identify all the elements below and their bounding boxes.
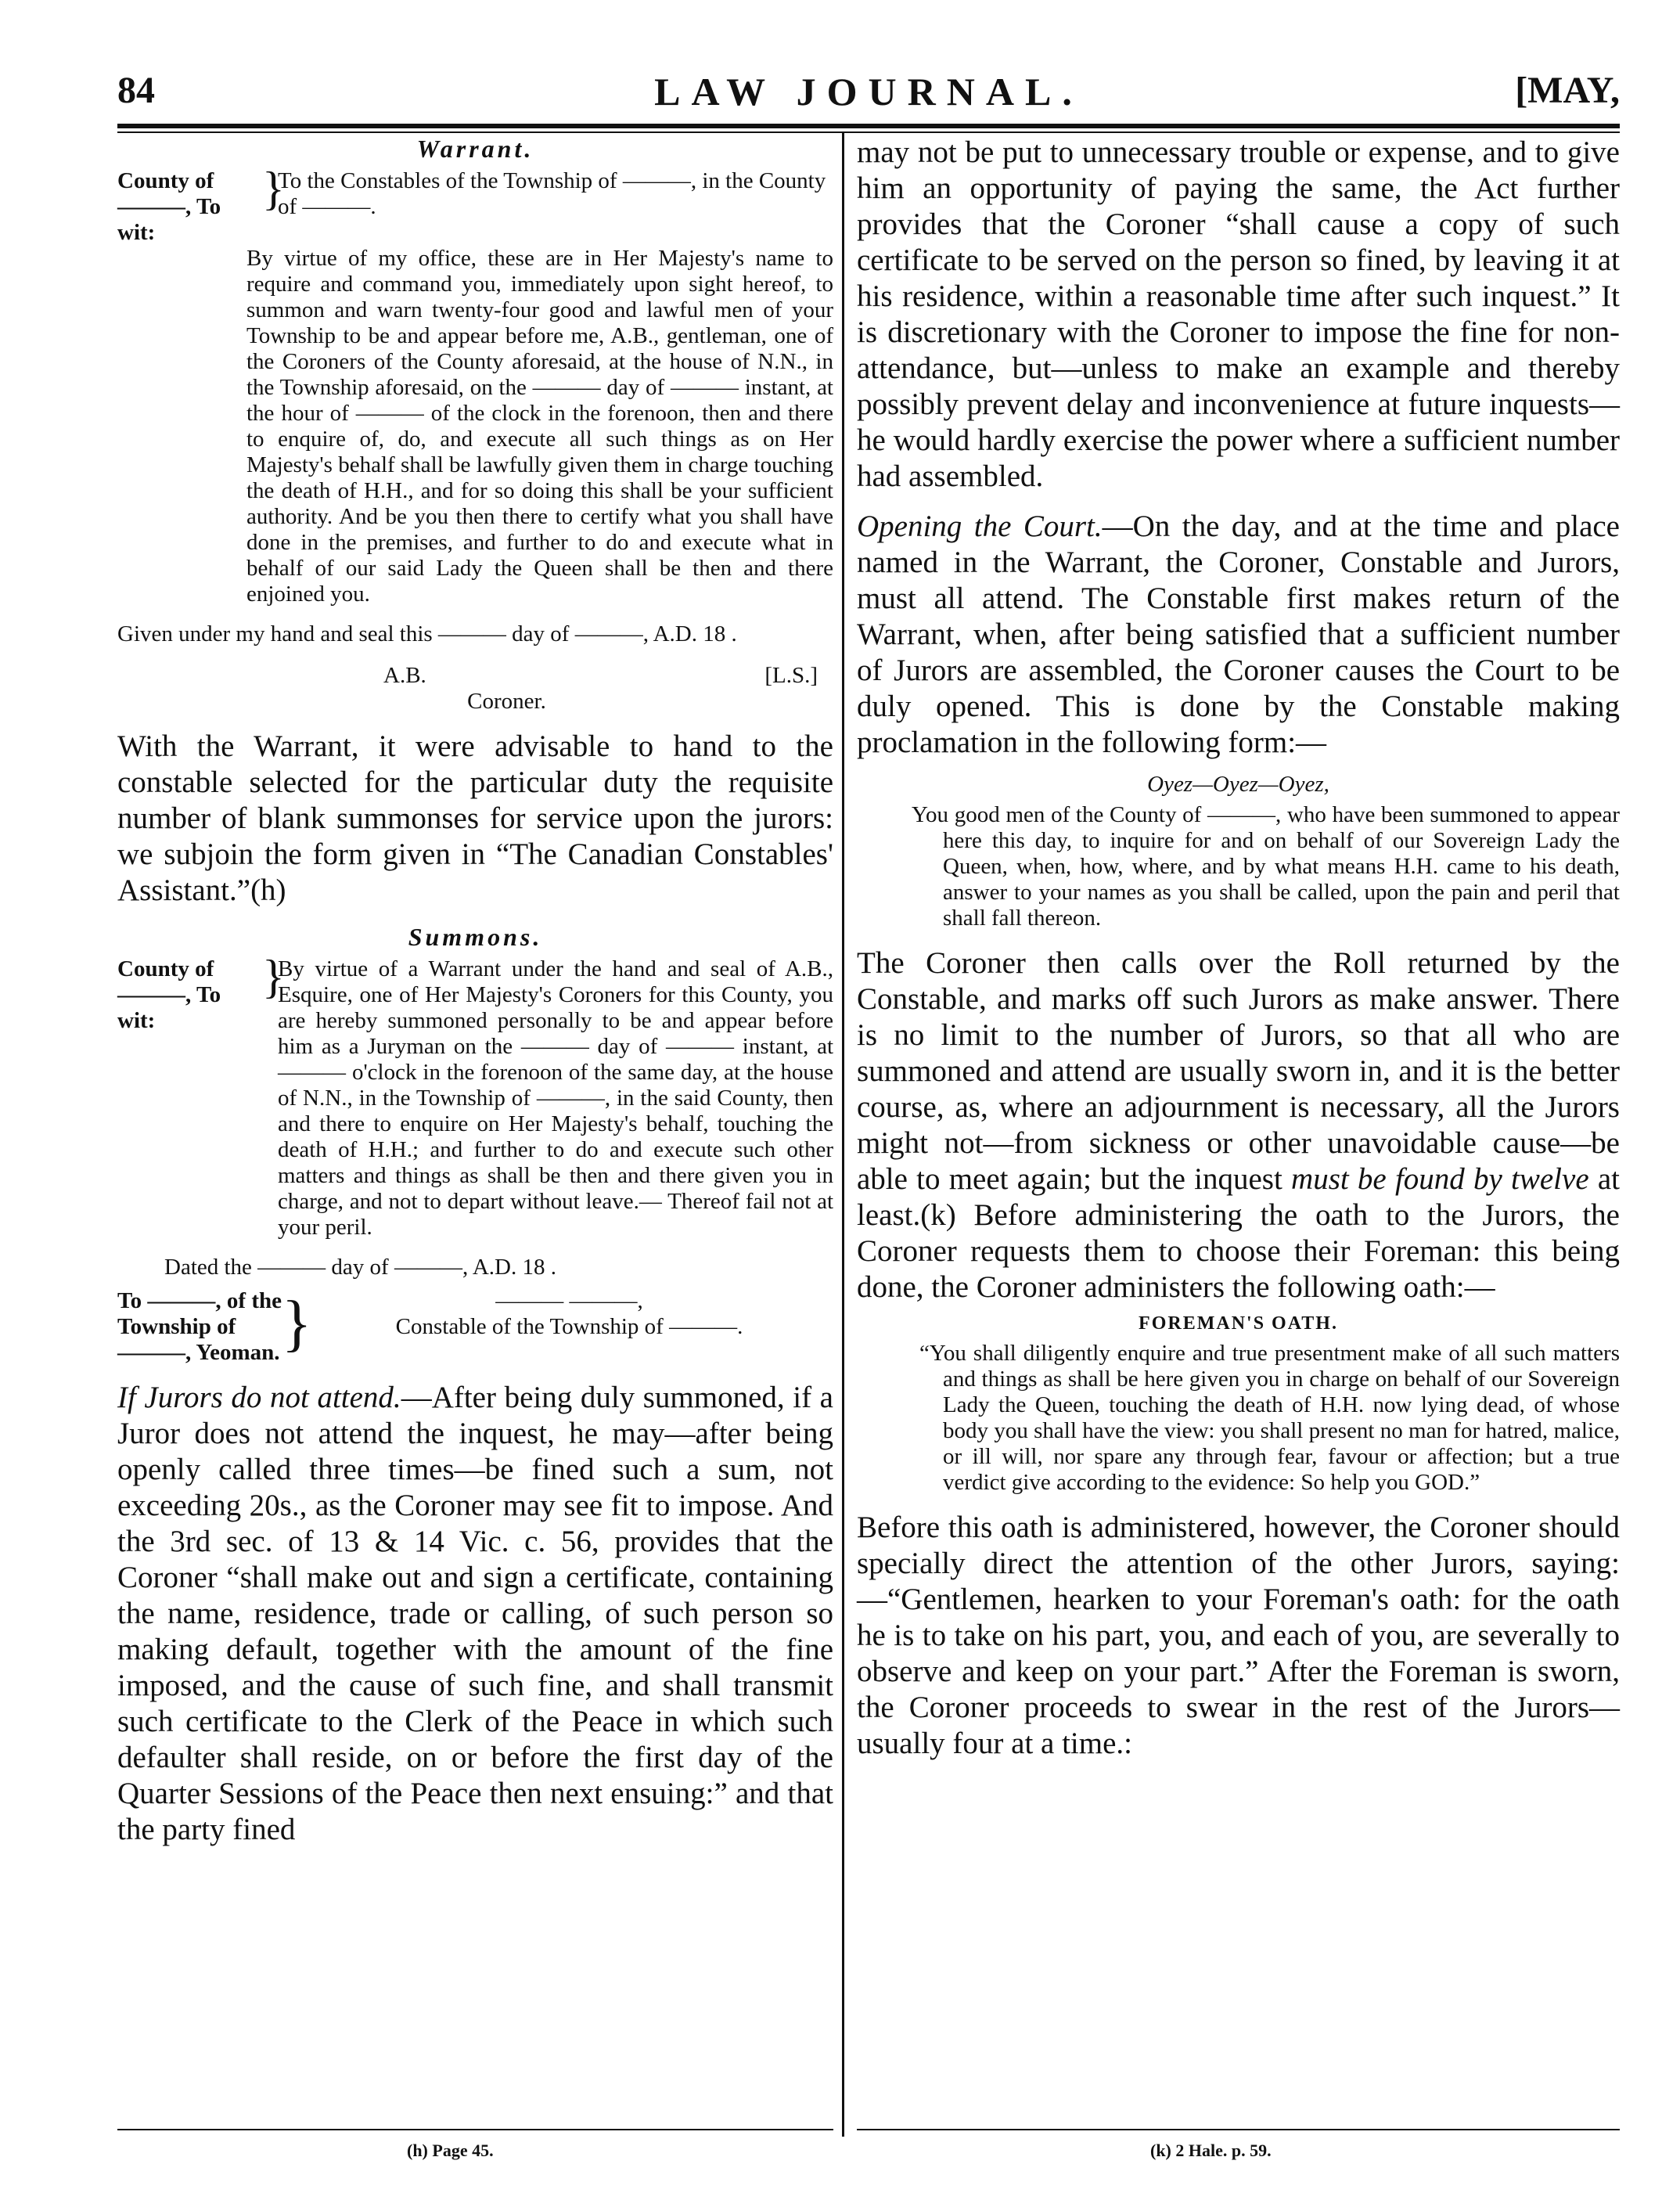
para-with-warrant: With the Warrant, it were advisable to hand to the constable selected for the particular duty the requisite number of blank summonses for service upon the jurors: we subjoin the form given in “The Canadian Constables' Assistant.”(h) <box>117 729 833 907</box>
left-column <box>117 135 833 1848</box>
opening-para <box>857 509 1620 761</box>
summons-venue-label: County of ———, To wit: <box>117 956 221 1033</box>
summons-venue <box>117 951 833 1241</box>
signature-name: A.B. <box>383 663 426 688</box>
roll-text-italic: must be found by twelve <box>1291 1162 1589 1196</box>
summons-constable-block <box>305 1288 833 1366</box>
summons-title: Summons. <box>408 923 543 951</box>
summons-constable: Constable of the Township of ———. <box>395 1314 743 1339</box>
para-cont: may not be put to unnecessary trouble or expense, and to give him an opportunity of paying the same, the Act further provides that the Coroner “shall cause a copy of such certificate to be served on the person so fined, by leaving it at his residence, within a reasonable time after such inquest.” It is discretionary with the Coroner to impose the fine for non-attendance, but—unless to make an example and thereby possibly prevent delay and inconvenience at future inquests—he would hardly exercise the power where a sufficient number had assembled. <box>857 135 1620 493</box>
oyez: Oyez—Oyez—Oyez, <box>1147 772 1329 797</box>
opening-text: —On the day, and at the time and place named in the Warrant, the Coroner, Constable and Jurors, must all attend. The Constable first makes return of the Warrant, when, after being satisfied that a sufficient number of Jurors are assembled, the Coroner causes the Court to be duly opened. This is done by the Constable making proclamation in the following form:— <box>857 510 1620 759</box>
signature-seal: [L.S.] <box>764 663 818 688</box>
brace-glyph: } <box>262 951 285 1003</box>
page-header <box>117 69 1620 124</box>
warrant-body: By virtue of my office, these are in Her Majesty's name to require and command you, immediately upon sight hereof, to summon and warn twenty-four good and lawful men of your Township to be and appear before me, A.B., gentleman, one of the Coroners of the County aforesaid, at the house of N.N., in the Township aforesaid, on the ——— day of ——— instant, at the hour of ——— of the clock in the forenoon, then and there to enquire of, do, and execute all such things as on Her Majesty's behalf shall be lawfully given them in charge touching the death of H.H., and for so doing this shall be your sufficient authority. And be you then there to certify what you shall have done in the premises, and further to do and execute what in behalf of our said Lady the Queen shall be then and there enjoined you. <box>246 246 833 607</box>
final-para: Before this oath is administered, however, the Coroner should specially direct the attention of the other Jurors, saying:—“Gentlemen, hearken to your Foreman's oath: for the oath he is to take on his part, you, and each of you, are severally to observe and keep on your part.” After the Foreman is sworn, the Coroner proceeds to swear in the rest of the Jurors—usually four at a time.: <box>857 1511 1620 1760</box>
roll-para <box>857 945 1620 1305</box>
footnote-left: (h) Page 45. <box>407 2141 494 2160</box>
jurors-text: —After being duly summoned, if a Juror does not attend the inquest, he may—after being openly called three times—be fined such a sum, not exceeding 20s., as the Coroner may see fit to impose. And the 3rd sec. of 13 & 14 Vic. c. 56, provides that the Coroner “shall make out and sign a certificate, containing the name, residence, trade or calling, of such person so making default, together with the amount of the fine imposed, and the cause of such fine, and shall transmit such certificate to the Clerk of the Peace in which such defaulter shall reside, on or before the first day of the Quarter Sessions of the Peace then next ensuing:” and that the party fined <box>117 1381 833 1846</box>
header-rule <box>117 124 1620 128</box>
right-column <box>857 135 1620 1762</box>
warrant-signature <box>117 663 833 689</box>
jurors-heading: If Jurors do not attend. <box>117 1381 401 1414</box>
warrant-venue-text: To the Constables of the Township of ———, in the County of ———. <box>278 168 826 219</box>
footnote-right: (k) 2 Hale. p. 59. <box>1150 2141 1272 2160</box>
warrant-venue-label: County of ———, To wit: <box>117 168 221 245</box>
footnote-rule-right <box>857 2129 1620 2130</box>
opening-heading: Opening the Court. <box>857 510 1103 543</box>
summons-addressee <box>117 1288 833 1366</box>
header-rule-thin <box>117 131 1620 133</box>
warrant-venue <box>117 163 833 246</box>
warrant-title: Warrant. <box>416 135 534 163</box>
foreman-oath: “You shall diligently enquire and true presentment make of all such matters and things as shall be here given you in charge on behalf of our Sovereign Lady the Queen, touching the death of H.H. now lying dead, of whose body you shall have the view: you shall present no man for hatred, malice, or ill will, nor spare any through fear, favour or affection; but a true verdict give according to the evidence: So help you GOD.” <box>919 1341 1620 1495</box>
brace-glyph: } <box>282 1289 312 1358</box>
footnote-rule-left <box>117 2129 833 2130</box>
roll-text-a: The Coroner then calls over the Roll returned by the Constable, and marks off such Jurors as make answer. There is no limit to the number of Jurors, so that all who are summoned and attend are usually sworn in, and it is the better course, as, where an adjournment is necessary, all the Jurors might not—from sickness or other unavoidable cause—be able to meet again; but the inquest <box>857 946 1620 1196</box>
summons-constable-blank: ——— ———, <box>495 1288 643 1313</box>
summons-to: To ———, of the Township of ———, Yeoman. <box>117 1288 282 1365</box>
summons-body: By virtue of a Warrant under the hand and seal of A.B., Esquire, one of Her Majesty's Coroners for this County, you are hereby summoned personally to be and appear before him as a Juryman on the ——— day of ——— instant, at ——— o'clock in the forenoon of the same day, at the house of N.N., in the Township of ———, in the said County, then and there to enquire on Her Majesty's behalf, touching the death of H.H.; and further to do and execute such other matters and things as shall be then and there given you in charge, and not to depart without leave.— Thereof fail not at your peril. <box>278 956 833 1240</box>
brace-glyph: } <box>262 163 285 214</box>
summons-dated: Dated the ——— day of ———, A.D. 18 . <box>164 1255 556 1280</box>
jurors-para <box>117 1380 833 1848</box>
journal-title: LAW JOURNAL. <box>654 70 1083 113</box>
column-divider <box>842 133 844 2137</box>
page-number: 84 <box>117 70 155 111</box>
signature-title: Coroner. <box>467 689 546 714</box>
proclamation: You good men of the County of ———, who have been summoned to appear here this day, to inquire for and on behalf of our Sovereign Lady the Queen, when, how, where, and by what means H.H. came to his death, answer to your names as you shall be called, upon the pain and peril that shall fall thereon. <box>912 802 1620 931</box>
roll-text-b: at least.(k) Before administering the oath to the Jurors, the Coroner requests them to choose their Foreman: this being done, the Coroner administers the following oath:— <box>857 1162 1621 1304</box>
warrant-given: Given under my hand and seal this ——— day of ———, A.D. 18 . <box>117 621 737 646</box>
running-month: [MAY, <box>1515 70 1620 111</box>
foreman-oath-title: FOREMAN'S OATH. <box>1139 1313 1338 1334</box>
